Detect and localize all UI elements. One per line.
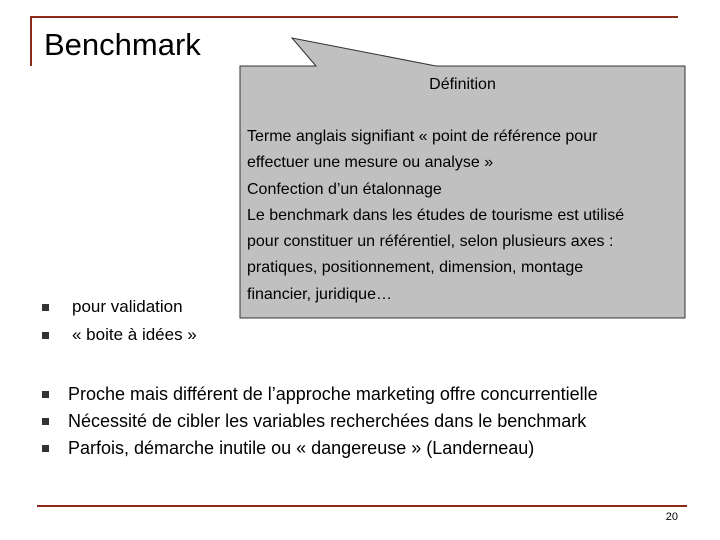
list-item-text: Nécessité de cibler les variables recherchées dans le benchmark (68, 411, 587, 431)
callout-line: Confection d’un étalonnage (247, 180, 442, 198)
list-item-text: Parfois, démarche inutile ou « dangereuse » (Landerneau) (68, 438, 535, 458)
slide-title: Benchmark (44, 27, 201, 62)
square-bullet-icon (42, 391, 49, 398)
footer-rule (37, 505, 687, 507)
page-number: 20 (665, 511, 678, 523)
callout-heading: Définition (429, 76, 496, 93)
callout-line: pratiques, positionnement, dimension, montage (247, 259, 584, 277)
square-bullet-icon (42, 418, 49, 425)
list-item-text: pour validation (72, 297, 183, 316)
square-bullet-icon (42, 445, 49, 452)
callout-line: effectuer une mesure ou analyse » (247, 154, 494, 172)
callout-line: Le benchmark dans les études de tourisme est utilisé (247, 206, 625, 224)
list-item-text: Proche mais différent de l’approche marketing offre concurrentielle (68, 384, 598, 404)
square-bullet-icon (42, 304, 49, 311)
callout-line: pour constituer un référentiel, selon plusieurs axes : (247, 233, 614, 251)
callout-body (247, 124, 679, 308)
callout-line: Terme anglais signifiant « point de référence pour (247, 128, 598, 145)
list-item-text: « boite à idées » (72, 325, 197, 344)
callout-line: financier, juridique… (247, 285, 392, 303)
square-bullet-icon (42, 332, 49, 339)
